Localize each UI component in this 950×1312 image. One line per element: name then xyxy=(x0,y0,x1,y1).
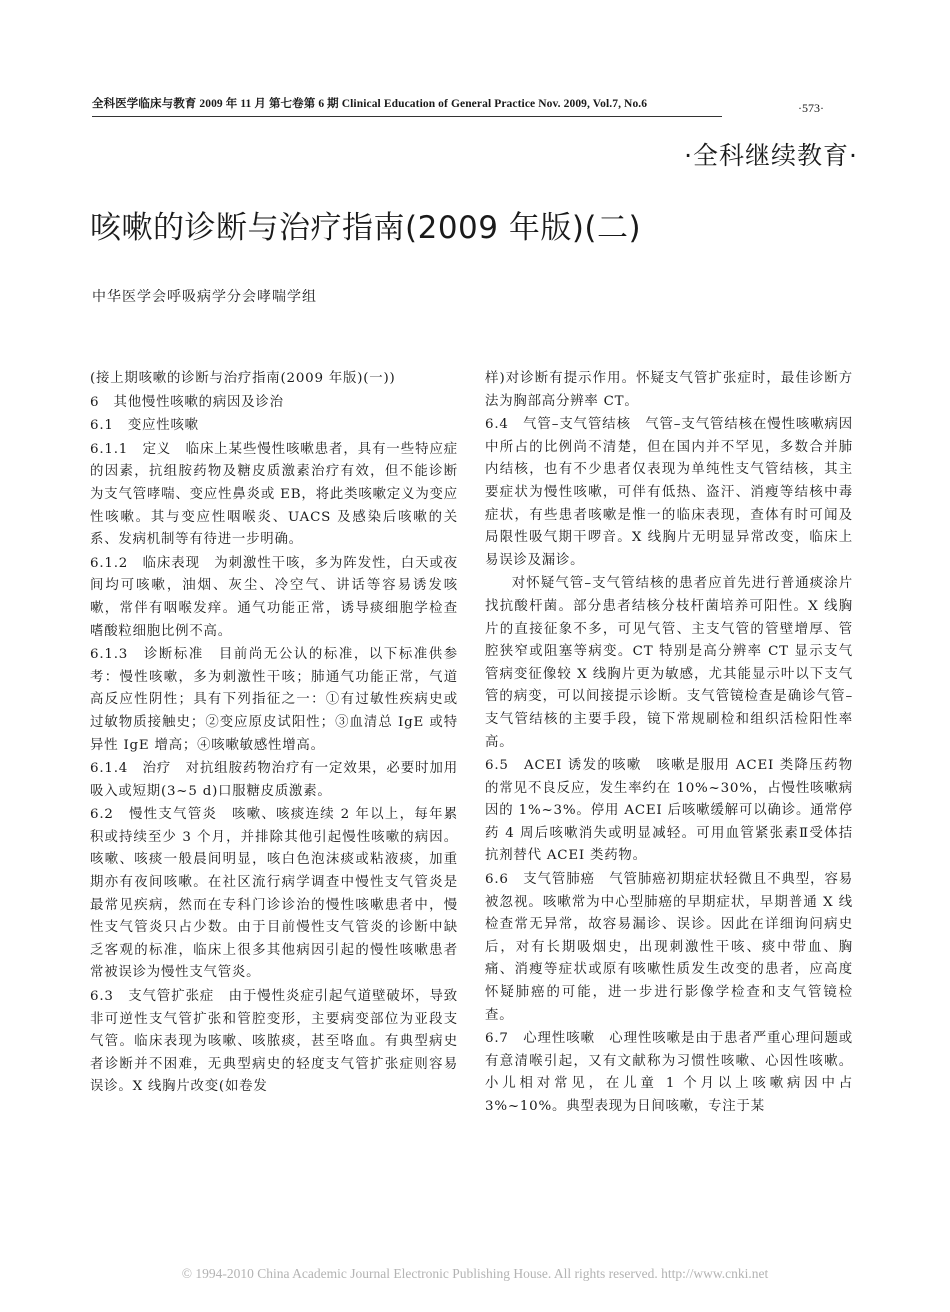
section-tag: ·全科继续教育· xyxy=(684,141,858,170)
authors: 中华医学会呼吸病学分会哮喘学组 xyxy=(92,289,317,305)
paragraph: 6.6 支气管肺癌 气管肺癌初期症状轻微且不典型，容易被忽视。咳嗽常为中心型肺癌的早期症状，早期普通 X 线检查常无异常，故容易漏诊、误诊。因此在详细询问病史后，对有长期吸烟史，出现刺激性干咳、痰中带血、胸痛、消瘦等症状或原有咳嗽性质发生改变的患者，应高度怀疑肺癌的可能，进一步进行影像学检查和支气管镜检查。 xyxy=(485,872,853,1023)
paragraph: 6.7 心理性咳嗽 心理性咳嗽是由于患者严重心理问题或有意清喉引起，又有文献称为习惯性咳嗽、心因性咳嗽。小儿相对常见，在儿童 1 个月以上咳嗽病因中占 3%~10%。典型表现为日间咳嗽，专注于某 xyxy=(485,1031,853,1114)
paragraph: 6.3 支气管扩张症 由于慢性炎症引起气道壁破坏，导致非可逆性支气管扩张和管腔变形，主要病变部位为亚段支气管。临床表现为咳嗽、咳脓痰，甚至咯血。有典型病史者诊断并不困难，无典型病史的轻度支气管扩张症则容易误诊。X 线胸片改变(如卷发 xyxy=(90,989,458,1095)
left-column xyxy=(90,368,458,1100)
paragraph: 样)对诊断有提示作用。怀疑支气管扩张症时，最佳诊断方法为胸部高分辨率 CT。 xyxy=(485,371,853,409)
paragraph: 6.1.3 诊断标准 目前尚无公认的标准，以下标准供参考：慢性咳嗽，多为刺激性干咳；肺通气功能正常，气道高反应性阴性；具有下列指征之一：①有过敏性疾病史或过敏物质接触史；②变应原皮试阳性；③血清总 IgE 或特异性 IgE 增高；④咳嗽敏感性增高。 xyxy=(90,647,458,753)
paragraph: 6.1.2 临床表现 为刺激性干咳，多为阵发性，白天或夜间均可咳嗽，油烟、灰尘、冷空气、讲话等容易诱发咳嗽，常伴有咽喉发痒。通气功能正常，诱导痰细胞学检查嗜酸粒细胞比例不高。 xyxy=(90,555,458,639)
right-column xyxy=(485,368,853,1120)
paragraph: 6.1.4 治疗 对抗组胺药物治疗有一定效果，必要时加用吸入或短期(3~5 d)口服糖皮质激素。 xyxy=(90,761,458,799)
paragraph: 6.2 慢性支气管炎 咳嗽、咳痰连续 2 年以上，每年累积或持续至少 3 个月，并排除其他引起慢性咳嗽的病因。咳嗽、咳痰一般晨间明显，咳白色泡沫痰或粘液痰，加重期亦有夜间咳嗽。在社区流行病学调查中慢性支气管炎是最常见疾病，然而在专科门诊诊治的慢性咳嗽患者中，慢性支气管炎只占少数。由于目前慢性支气管炎的诊断中缺乏客观的标准，临床上很多其他病因引起的慢性咳嗽患者常被误诊为慢性支气管炎。 xyxy=(90,807,458,981)
section-heading: 6.1 变应性咳嗽 xyxy=(90,418,199,434)
paragraph: 6.4 气管–支气管结核 气管–支气管结核在慢性咳嗽病因中所占的比例尚不清楚，但在国内并不罕见，多数合并肺内结核，也有不少患者仅表现为单纯性支气管结核，其主要症状为慢性咳嗽，可伴有低热、盗汗、消瘦等结核中毒症状，有些患者咳嗽是惟一的临床表现，查体有时可闻及局限性吸气期干啰音。X 线胸片无明显异常改变，临床上易误诊及漏诊。 xyxy=(485,417,853,568)
article-title: 咳嗽的诊断与治疗指南(2009 年版)(二) xyxy=(90,210,642,246)
paragraph: (接上期咳嗽的诊断与治疗指南(2009 年版)(一)) xyxy=(90,371,396,386)
header-rule xyxy=(92,116,722,117)
copyright-footer: © 1994-2010 China Academic Journal Electronic Publishing House. All rights reserved. http://www.cnki.net xyxy=(181,1266,769,1281)
page-number: ·573· xyxy=(798,101,824,115)
running-head: 全科医学临床与教育 2009 年 11 月 第七卷第 6 期 Clinical Education of General Practice Nov. 2009, Vol.7, No.6 xyxy=(92,98,648,110)
paragraph: 6.5 ACEI 诱发的咳嗽 咳嗽是服用 ACEI 类降压药物的常见不良反应，发生率约在 10%~30%，占慢性咳嗽病因的 1%~3%。停用 ACEI 后咳嗽缓解可以确诊。通常停药 4 周后咳嗽消失或明显减轻。可用血管紧张素Ⅱ受体拮抗剂替代 ACEI 类药物。 xyxy=(485,758,853,864)
paragraph: 对怀疑气管–支气管结核的患者应首先进行普通痰涂片找抗酸杆菌。部分患者结核分枝杆菌培养可阳性。X 线胸片的直接征象不多，可见气管、主支气管的管壁增厚、管腔狭窄或阻塞等病变。CT 特别是高分辨率 CT 显示支气管病变征像较 X 线胸片更为敏感，尤其能显示叶以下支气管的病变，可以间接提示诊断。支气管镜检查是确诊气管–支气管结核的主要手段，镜下常规刷检和组织活检阳性率高。 xyxy=(485,576,853,750)
section-heading: 6 其他慢性咳嗽的病因及诊治 xyxy=(90,394,284,410)
paragraph: 6.1.1 定义 临床上某些慢性咳嗽患者，具有一些特应症的因素，抗组胺药物及糖皮质激素治疗有效，但不能诊断为支气管哮喘、变应性鼻炎或 EB，将此类咳嗽定义为变应性咳嗽。其与变应性咽喉炎、UACS 及感染后咳嗽的关系、发病机制等有待进一步明确。 xyxy=(90,441,458,548)
